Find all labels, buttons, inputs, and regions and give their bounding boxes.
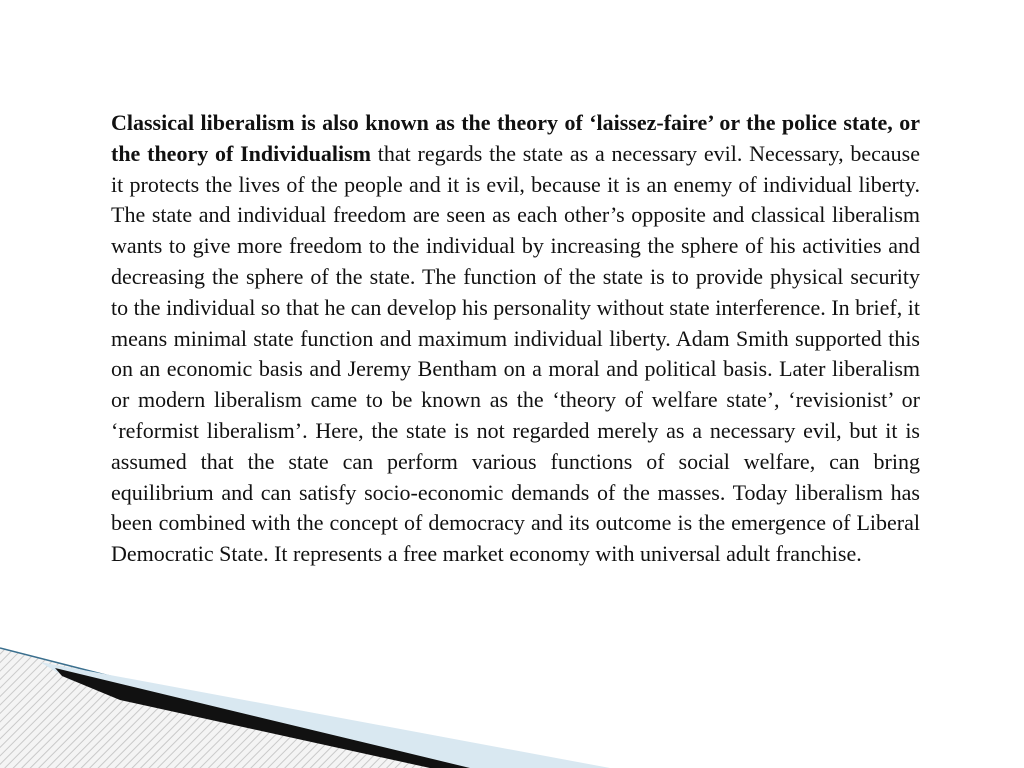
bold-lead-text: Classical liberalism is also known as the theory of ‘laissez-faire’ or the police state, or the theory of Individualism bbox=[111, 110, 920, 166]
light-blue-swoosh bbox=[40, 662, 610, 768]
body-text-rest: that regards the state as a necessary evil. Necessary, because it protects the lives of the people and it is evil, because it is an enemy of individual liberty. The state and individual freedom are seen as each other’s opposite and classical liberalism wants to give more freedom to the individual by increasing the sphere of his activities and decreasing the sphere of the state. The function of the state is to provide physical security to the individual so that he can develop his personality without state interference. In brief, it means minimal state function and maximum individual liberty. Adam Smith supported this on an economic basis and Jeremy Bentham on a moral and political basis. Later liberalism or modern liberalism came to be known as the ‘theory of welfare state’, ‘revisionist’ or ‘reformist liberalism’. Here, the state is not regarded merely as a necessary evil, but it is assumed that the state can perform various functions of social welfare, can bring equilibrium and can satisfy socio-economic demands of the masses. Today liberalism has been combined with the concept of democracy and its outcome is the emergence of Liberal Democratic State. It represents a free market economy with universal adult franchise. bbox=[111, 140, 920, 567]
hatched-band-edge bbox=[0, 648, 470, 768]
black-swoosh bbox=[55, 668, 470, 768]
body-paragraph bbox=[111, 108, 920, 570]
hatched-band bbox=[0, 648, 470, 768]
